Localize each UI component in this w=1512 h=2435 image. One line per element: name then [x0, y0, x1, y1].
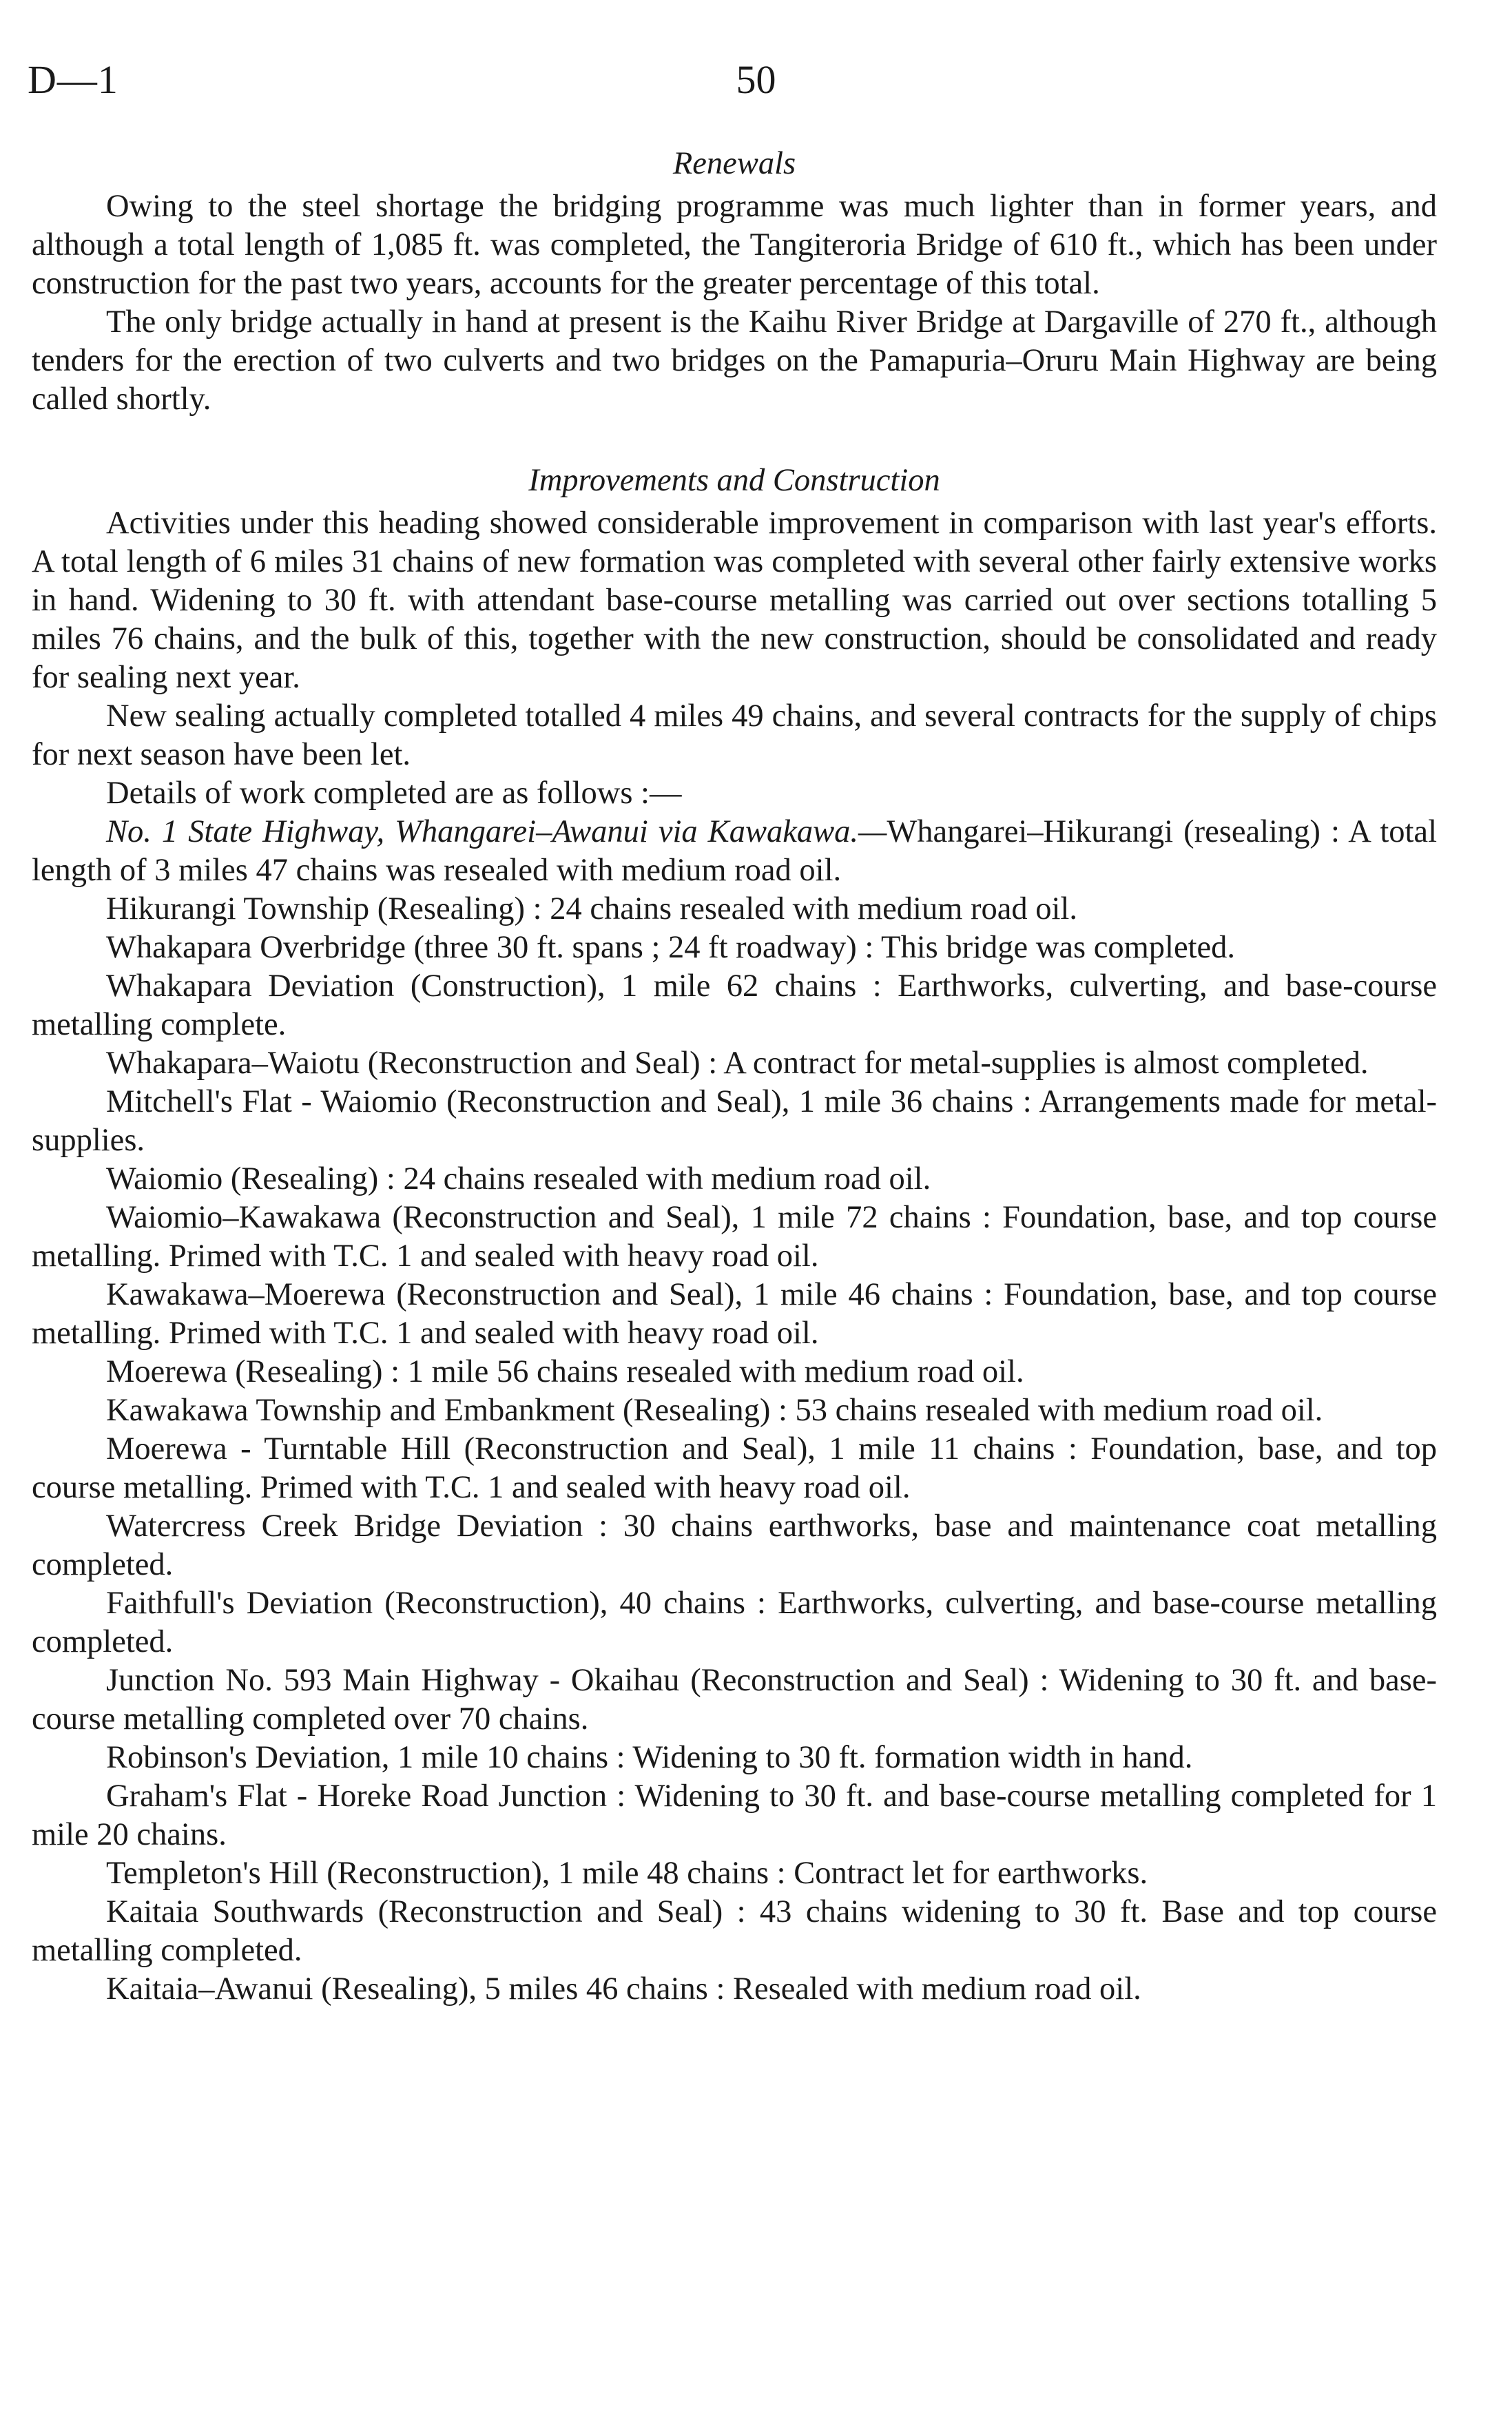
highway-title: No. 1 State Highway, Whangarei–Awanui via Kawakawa.—: [106, 814, 887, 849]
work-entry: Kaitaia–Awanui (Resealing), 5 miles 46 chains : Resealed with medium road oil.: [106, 1971, 1141, 2007]
work-entry: Watercress Creek Bridge Deviation : 30 chains earthworks, base and maintenance coat metalling completed.: [32, 1509, 1437, 1582]
page-number: 50: [736, 57, 776, 102]
renewals-heading: Renewals: [672, 146, 796, 181]
highway-entry: [32, 813, 1437, 890]
work-entry: Waiomio–Kawakawa (Reconstruction and Seal), 1 mile 72 chains : Foundation, base, and top course metalling. Primed with T.C. 1 and sealed with heavy road oil.: [32, 1200, 1437, 1274]
work-entry: Kawakawa–Moerewa (Reconstruction and Seal), 1 mile 46 chains : Foundation, base, and top course metalling. Primed with T.C. 1 and sealed with heavy road oil.: [32, 1277, 1437, 1351]
work-entry: Mitchell's Flat - Waiomio (Reconstruction and Seal), 1 mile 36 chains : Arrangements made for metal-supplies.: [32, 1084, 1437, 1158]
work-entry: Waiomio (Resealing) : 24 chains resealed with medium road oil.: [106, 1161, 931, 1196]
improvements-paragraph: Activities under this heading showed considerable improvement in comparison with last year's efforts. A total length of 6 miles 31 chains of new formation was completed with several other fairly extensive works in hand. Widening to 30 ft. with attendant base-course metalling was carried out over sections totalling 5 miles 76 chains, and the bulk of this, together with the new construction, should be consolidated and ready for sealing next year.: [32, 506, 1437, 695]
improvements-heading: Improvements and Construction: [528, 463, 940, 498]
work-entry: Junction No. 593 Main Highway - Okaihau (Reconstruction and Seal) : Widening to 30 ft. and base-course metalling completed over 70 chains.: [32, 1663, 1437, 1737]
work-entry: Kaitaia Southwards (Reconstruction and Seal) : 43 chains widening to 30 ft. Base and top course metalling completed.: [32, 1894, 1437, 1968]
work-entry: Whakapara Deviation (Construction), 1 mile 62 chains : Earthworks, culverting, and base-course metalling complete.: [32, 968, 1437, 1042]
work-entry: Faithfull's Deviation (Reconstruction), 40 chains : Earthworks, culverting, and base-course metalling completed.: [32, 1586, 1437, 1659]
work-entry: Graham's Flat - Horeke Road Junction : Widening to 30 ft. and base-course metalling completed for 1 mile 20 chains.: [32, 1779, 1437, 1852]
work-entry: Whakapara Overbridge (three 30 ft. spans ; 24 ft roadway) : This bridge was completed.: [106, 930, 1236, 965]
section-code: D—1: [28, 57, 118, 102]
work-entry: Whakapara–Waiotu (Reconstruction and Seal) : A contract for metal-supplies is almost completed.: [106, 1046, 1369, 1081]
work-entry: Robinson's Deviation, 1 mile 10 chains : Widening to 30 ft. formation width in hand.: [106, 1740, 1193, 1775]
improvements-paragraph: Details of work completed are as follows :—: [106, 776, 682, 811]
page-body: [32, 145, 1437, 2009]
work-entry: Kawakawa Township and Embankment (Resealing) : 53 chains resealed with medium road oil.: [106, 1393, 1323, 1428]
work-entry: Moerewa (Resealing) : 1 mile 56 chains resealed with medium road oil.: [106, 1354, 1024, 1389]
renewals-paragraph: Owing to the steel shortage the bridging programme was much lighter than in former years, and although a total length of 1,085 ft. was completed, the Tangiteroria Bridge of 610 ft., which has been under construction for the past two years, accounts for the greater percentage of this total.: [32, 189, 1437, 301]
work-entry: Moerewa - Turntable Hill (Reconstruction and Seal), 1 mile 11 chains : Foundation, base, and top course metalling. Primed with T.C. 1 and sealed with heavy road oil.: [32, 1431, 1437, 1505]
work-entry: Templeton's Hill (Reconstruction), 1 mile 48 chains : Contract let for earthworks.: [106, 1856, 1148, 1891]
highway-first-entry: Whangarei–Hikurangi (resealing) : A total length of 3 miles 47 chains was resealed with medium road oil.: [32, 814, 1437, 888]
work-entry: Hikurangi Township (Resealing) : 24 chains resealed with medium road oil.: [106, 891, 1077, 926]
renewals-paragraph: The only bridge actually in hand at present is the Kaihu River Bridge at Dargaville of 270 ft., although tenders for the erection of two culverts and two bridges on the Pamapuria–Oruru Main Highway are being called shortly.: [32, 304, 1437, 417]
improvements-paragraph: New sealing actually completed totalled 4 miles 49 chains, and several contracts for the supply of chips for next season have been let.: [32, 698, 1437, 772]
